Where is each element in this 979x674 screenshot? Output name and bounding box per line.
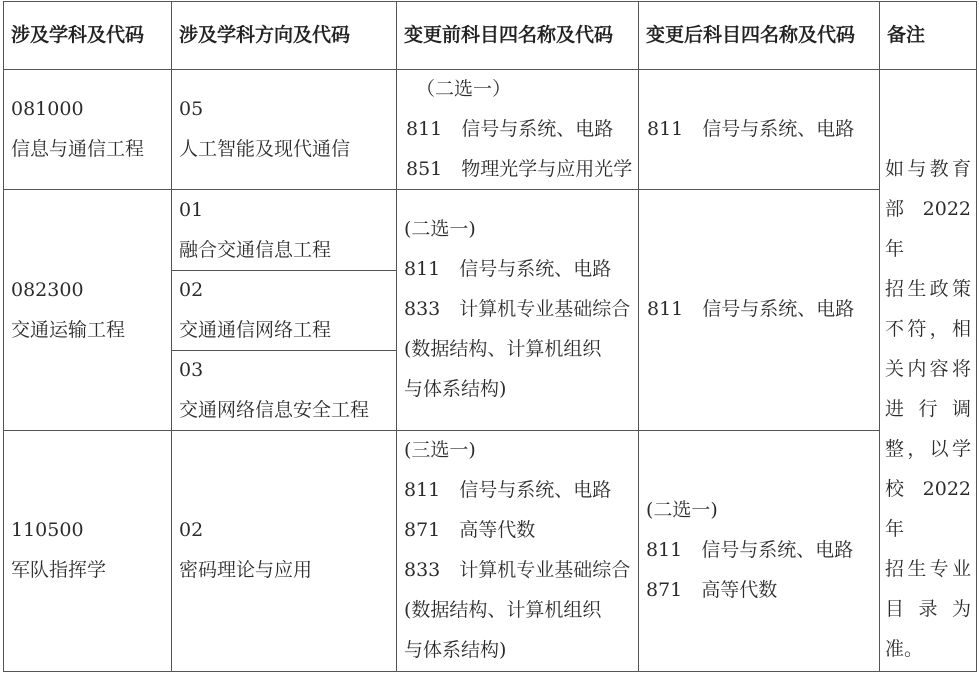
- discipline-code: 110500: [11, 519, 84, 541]
- row2-direction-3: [179, 350, 369, 430]
- direction-name: 人工智能及现代通信: [179, 138, 351, 160]
- row2-discipline: [11, 270, 125, 350]
- direction-name: 密码理论与应用: [179, 559, 313, 581]
- before-line: (三选一): [404, 439, 476, 461]
- row2-direction-2: [179, 270, 331, 350]
- row3-discipline: [11, 510, 106, 590]
- remark-line: 招生政策: [885, 278, 971, 300]
- row1-discipline: [11, 89, 144, 169]
- before-line: (数据结构、计算机组织: [404, 338, 602, 360]
- table-border-right: [976, 1, 977, 672]
- before-line: (二选一): [404, 218, 476, 240]
- before-line: 与体系结构): [404, 378, 507, 400]
- discipline-name: 信息与通信工程: [11, 138, 145, 160]
- before-line: 833 计算机专业基础综合: [404, 298, 631, 320]
- remark-line: 如与教育: [885, 158, 971, 180]
- header-discipline: 涉及学科及代码: [11, 24, 145, 46]
- after-line: 811 信号与系统、电路: [647, 118, 855, 140]
- direction-code: 05: [179, 98, 204, 120]
- remark-line: 整，以学: [885, 438, 971, 460]
- remark-line: 校2022年: [885, 478, 971, 540]
- direction-name: 交通通信网络工程: [179, 319, 332, 341]
- direction-code: 01: [179, 199, 204, 221]
- remark-line: 不符，相: [885, 318, 971, 340]
- before-line: (数据结构、计算机组织: [404, 599, 602, 621]
- row1-after: [647, 109, 854, 149]
- subject-change-table: [3, 1, 977, 672]
- before-line: 811 信号与系统、电路: [406, 118, 614, 140]
- header-after: 变更后科目四名称及代码: [646, 24, 856, 46]
- after-line: 811 信号与系统、电路: [647, 298, 855, 320]
- remark-line: 部2022年: [885, 198, 971, 260]
- header-before: 变更前科目四名称及代码: [404, 24, 614, 46]
- header-remark: 备注: [887, 24, 926, 46]
- discipline-name: 军队指挥学: [11, 559, 107, 581]
- discipline-code: 081000: [11, 98, 84, 120]
- remark-line: 目录为: [885, 598, 971, 620]
- before-line: 与体系结构): [404, 639, 507, 661]
- before-line: 851 物理光学与应用光学: [406, 158, 633, 180]
- remark-line: 招生专业: [885, 558, 971, 580]
- before-line: （二选一）: [416, 78, 512, 100]
- before-line: 811 信号与系统、电路: [404, 479, 612, 501]
- remark-line: 关内容将: [885, 358, 971, 380]
- after-line: 871 高等代数: [646, 579, 778, 601]
- after-line: 811 信号与系统、电路: [646, 539, 854, 561]
- before-line: 811 信号与系统、电路: [404, 258, 612, 280]
- row3-before: [404, 430, 630, 670]
- table-border-bottom: [3, 671, 977, 672]
- remark-cell: [885, 149, 971, 669]
- row1-direction: [179, 89, 350, 169]
- table-border-top: [3, 1, 977, 2]
- row1-before: [406, 69, 632, 189]
- row3-after: [646, 490, 853, 610]
- discipline-name: 交通运输工程: [11, 319, 126, 341]
- direction-name: 交通网络信息安全工程: [179, 399, 370, 421]
- direction-code: 02: [179, 279, 204, 301]
- row1-divider: [3, 189, 879, 190]
- col1-divider: [171, 1, 172, 672]
- direction-code: 02: [179, 519, 204, 541]
- header-direction: 涉及学科方向及代码: [179, 24, 351, 46]
- col2-divider: [396, 1, 397, 672]
- before-line: 871 高等代数: [404, 519, 536, 541]
- remark-line: 准。: [885, 638, 924, 660]
- row3-direction: [179, 510, 312, 590]
- row2-direction-1: [179, 190, 331, 270]
- before-line: 833 计算机专业基础综合: [404, 559, 631, 581]
- col3-divider: [638, 1, 639, 672]
- remark-line: 进行调: [885, 398, 971, 420]
- table-border-left: [3, 1, 4, 672]
- direction-code: 03: [179, 359, 204, 381]
- after-line: (二选一): [646, 499, 718, 521]
- row2-after: [647, 289, 854, 329]
- row2-before: [404, 209, 630, 409]
- direction-name: 融合交通信息工程: [179, 239, 332, 261]
- discipline-code: 082300: [11, 279, 84, 301]
- col4-divider: [879, 1, 880, 672]
